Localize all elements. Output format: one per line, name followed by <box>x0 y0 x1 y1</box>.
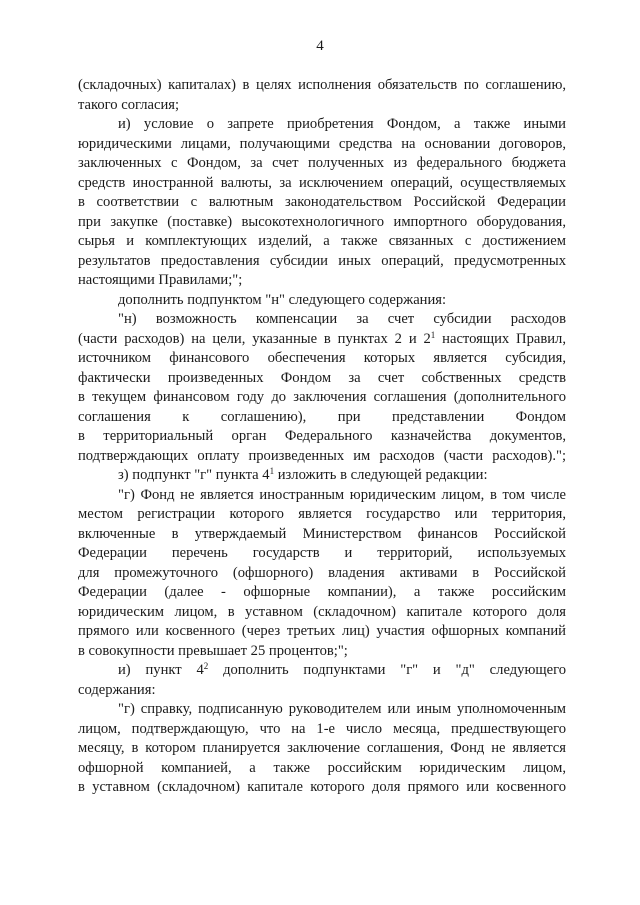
text-line: в соответствии с валютным законодательством Российской Федерации <box>78 194 566 210</box>
text-line: в текущем финансовом году до заключения соглашения (дополнительного <box>78 389 566 405</box>
text-line: и) пункт $4^2$ дополнить подпунктами "г" и "д" следующего <box>118 661 566 678</box>
text-line: настоящими Правилами;"; <box>78 272 243 288</box>
superscript: 2 <box>203 661 209 671</box>
text-line: сырья и комплектующих изделий, а также связанных с достижением <box>78 233 566 249</box>
text-line: Федерации перечень государств и территорий, используемых <box>78 545 566 561</box>
text-line: юридическим лицом, в уставном (складочном) капитале которого доля <box>78 603 566 620</box>
text-line: результатов предоставления субсидии иных операций, предусмотренных <box>78 252 566 269</box>
text-line: при закупке (поставке) высокотехнологичного импортного оборудования, <box>78 213 566 230</box>
text-line: (части расходов) на цели, указанные в пунктах 2 и $2^1$ настоящих Правил, <box>78 329 566 347</box>
text-line: включенные в утверждаемый Министерством финансов Российской <box>78 525 566 542</box>
text-line: фактически произведенных Фондом за счет собственных средств <box>78 369 566 386</box>
text-line: з) подпункт "г" пункта $4^1$ изложить в следующей редакции: <box>118 466 488 483</box>
text-line: (складочных) капиталах) в целях исполнения обязательств по соглашению, <box>78 77 566 93</box>
page-number: 4 <box>316 38 324 54</box>
text-line: подтверждающих оплату произведенных им расходов (части расходов)."; <box>78 447 566 464</box>
text-line: "г) справку, подписанную руководителем или иным уполномоченным <box>118 701 566 717</box>
text-line: "г) Фонд не является иностранным юридическим лицом, в том числе <box>118 486 566 503</box>
text-line: источником финансового обеспечения которых является субсидия, <box>78 350 566 366</box>
body-text <box>78 76 566 798</box>
text-line: для промежуточного (офшорного) владения активами в Российской <box>78 564 566 581</box>
text-line: такого согласия; <box>78 96 180 113</box>
text-line: месяцу, в котором планируется заключение соглашения, Фонд не является <box>78 740 566 756</box>
text-line: "н) возможность компенсации за счет субсидии расходов <box>118 311 566 327</box>
text-line: в уставном (складочном) капитале которого доля прямого или косвенного <box>78 779 566 795</box>
text-line: офшорной компанией, а также российским юридическим лицом, <box>78 759 566 776</box>
text-line: юридическими лицами, получающими средства на основании договоров, <box>78 135 566 152</box>
text-line: в территориальный орган Федерального казначейства документов, <box>78 428 566 444</box>
text-line: средств иностранной валюты, за исключением операций, осуществляемых <box>78 174 566 191</box>
text-line: заключенных с Фондом, за счет полученных из федерального бюджета <box>78 155 566 171</box>
text-line: дополнить подпунктом "н" следующего содержания: <box>118 291 447 308</box>
superscript: 1 <box>430 329 436 340</box>
text-line: и) условие о запрете приобретения Фондом, а также иными <box>118 116 566 132</box>
superscript: 1 <box>269 466 275 476</box>
text-line: лицом, подтверждающую, что на 1-е число месяца, предшествующего <box>78 720 566 737</box>
text-line: прямого или косвенного (через третьих лиц) участия офшорных компаний <box>78 623 566 639</box>
text-line: местом регистрации которого является государство или территория, <box>78 506 566 522</box>
text-line: соглашения к соглашению), при представлении Фондом <box>78 408 566 425</box>
text-line: содержания: <box>78 681 156 698</box>
text-line: в совокупности превышает 25 процентов;"; <box>78 642 348 659</box>
text-line: Федерации (далее - офшорные компании), а также российским <box>78 584 566 600</box>
